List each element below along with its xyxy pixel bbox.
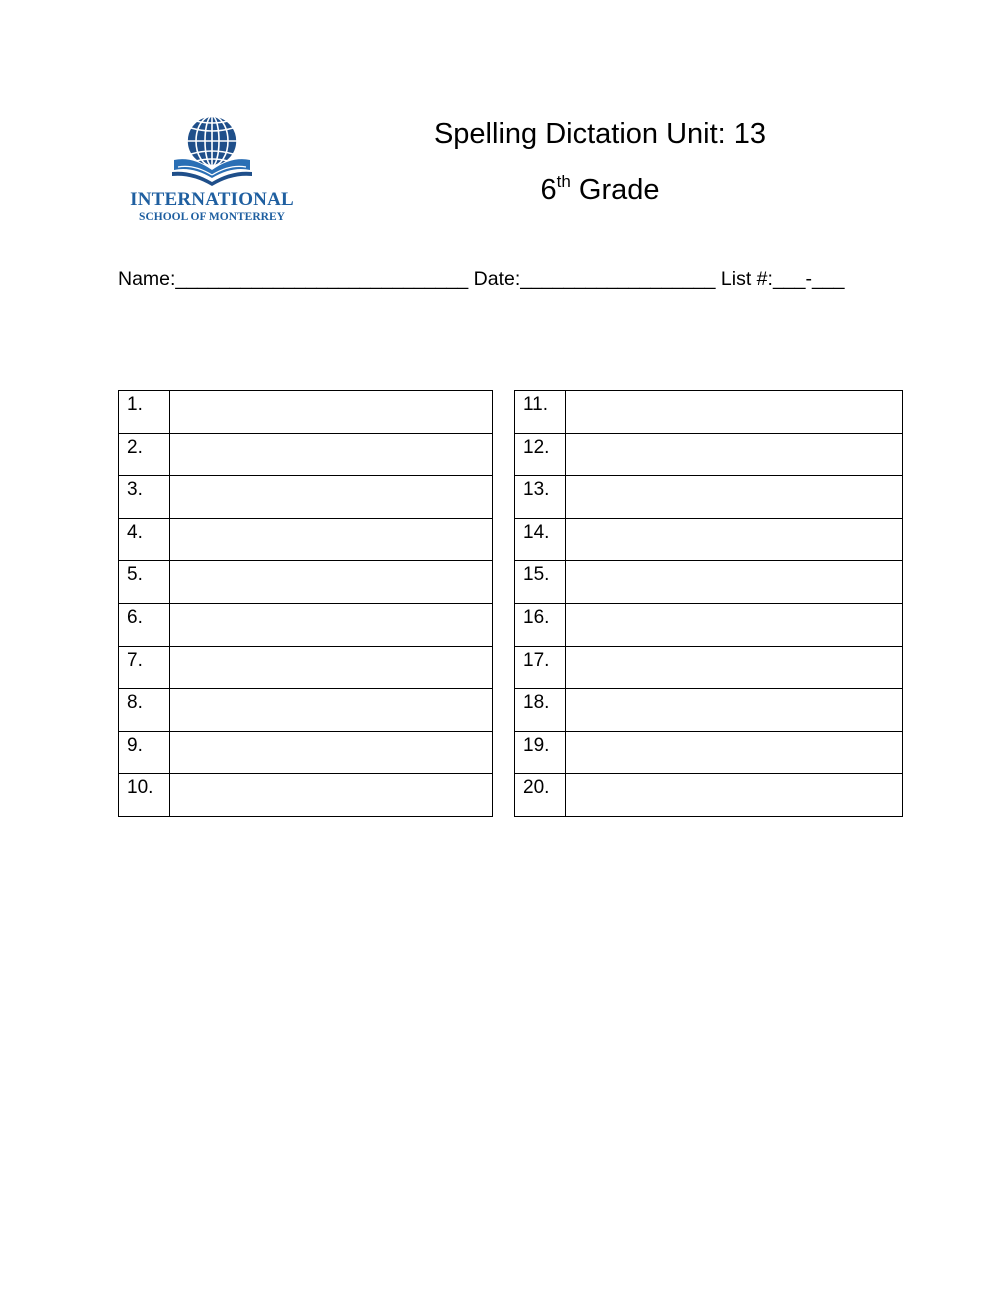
answer-cell[interactable] [566, 433, 903, 476]
item-number: 6. [119, 603, 170, 646]
table-row [515, 476, 903, 519]
item-number: 13. [515, 476, 566, 519]
answer-cell[interactable] [566, 689, 903, 732]
answer-cell[interactable] [566, 603, 903, 646]
answer-cell[interactable] [566, 731, 903, 774]
item-number: 3. [119, 476, 170, 519]
item-number: 1. [119, 391, 170, 434]
answer-cell[interactable] [170, 689, 493, 732]
answer-cell[interactable] [170, 731, 493, 774]
item-number: 11. [515, 391, 566, 434]
table-row [119, 646, 493, 689]
table-row [515, 603, 903, 646]
answer-cell[interactable] [566, 518, 903, 561]
date-field[interactable]: Date:__________________ [473, 268, 716, 290]
answer-cell[interactable] [566, 646, 903, 689]
answer-cell[interactable] [170, 561, 493, 604]
table-row [119, 689, 493, 732]
answer-cell[interactable] [170, 774, 493, 817]
item-number: 10. [119, 774, 170, 817]
answer-cell[interactable] [566, 476, 903, 519]
table-row [515, 518, 903, 561]
table-row [119, 561, 493, 604]
word-table-left [118, 390, 493, 817]
grade-suffix: th [556, 172, 571, 191]
grade-number: 6 [540, 174, 557, 206]
globe-book-icon [172, 112, 252, 188]
answer-cell[interactable] [170, 391, 493, 434]
table-row [119, 603, 493, 646]
item-number: 16. [515, 603, 566, 646]
item-number: 15. [515, 561, 566, 604]
grade-heading [400, 174, 800, 207]
item-number: 12. [515, 433, 566, 476]
table-row [515, 774, 903, 817]
logo-text-school: SCHOOL OF MONTERREY [139, 211, 285, 223]
item-number: 4. [119, 518, 170, 561]
item-number: 14. [515, 518, 566, 561]
word-table-right [514, 390, 903, 817]
answer-cell[interactable] [170, 603, 493, 646]
table-row [515, 561, 903, 604]
answer-cell[interactable] [566, 391, 903, 434]
item-number: 17. [515, 646, 566, 689]
student-info-line [118, 268, 845, 291]
table-row [515, 689, 903, 732]
table-row [515, 433, 903, 476]
logo-text-international: INTERNATIONAL [130, 189, 294, 210]
answer-cell[interactable] [170, 476, 493, 519]
table-row [119, 774, 493, 817]
item-number: 2. [119, 433, 170, 476]
name-field[interactable]: Name:___________________________ [118, 268, 469, 290]
item-number: 5. [119, 561, 170, 604]
answer-cell[interactable] [170, 518, 493, 561]
item-number: 20. [515, 774, 566, 817]
answer-cell[interactable] [170, 646, 493, 689]
answer-cell[interactable] [170, 433, 493, 476]
page-title: Spelling Dictation Unit: 13 [433, 118, 767, 150]
table-row [515, 731, 903, 774]
table-row [119, 731, 493, 774]
grade-word: Grade [578, 174, 660, 206]
item-number: 8. [119, 689, 170, 732]
table-row [515, 391, 903, 434]
item-number: 9. [119, 731, 170, 774]
item-number: 18. [515, 689, 566, 732]
item-number: 19. [515, 731, 566, 774]
answer-cell[interactable] [566, 774, 903, 817]
list-number-field[interactable]: List #:___-___ [720, 268, 845, 290]
table-row [119, 476, 493, 519]
item-number: 7. [119, 646, 170, 689]
table-row [119, 433, 493, 476]
school-logo [128, 112, 296, 228]
table-row [119, 518, 493, 561]
table-row [119, 391, 493, 434]
table-row [515, 646, 903, 689]
answer-cell[interactable] [566, 561, 903, 604]
